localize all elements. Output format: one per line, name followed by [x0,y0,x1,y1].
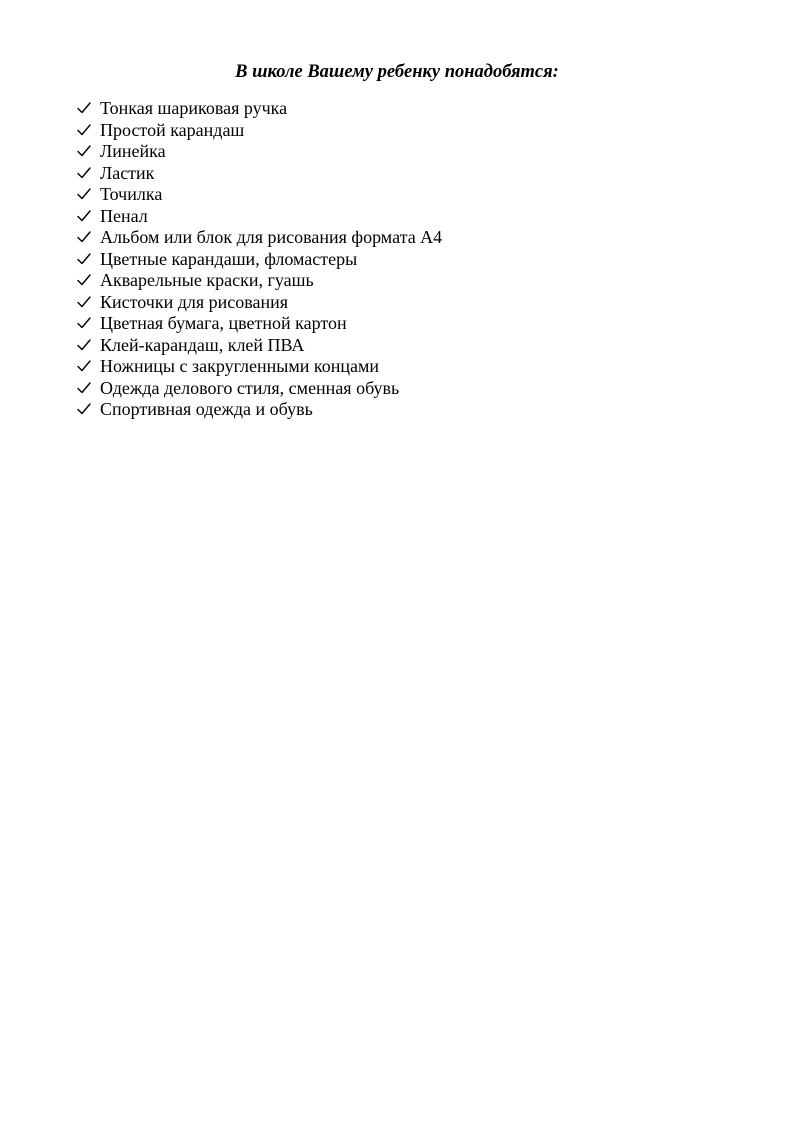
list-item [76,163,442,185]
list-item [76,270,442,292]
list-item [76,184,442,206]
list-item [76,206,442,228]
checkmark-icon [76,356,100,378]
list-item [76,313,442,335]
checkmark-icon [76,335,100,357]
checkmark-icon [76,98,100,120]
list-item-label: Спортивная одежда и обувь [100,399,313,419]
list-item-label: Цветная бумага, цветной картон [100,313,347,333]
list-item-label: Альбом или блок для рисования формата А4 [100,227,443,247]
list-item [76,356,442,378]
list-item [76,399,442,421]
list-item-label: Линейка [100,141,166,161]
supply-checklist [76,98,442,421]
list-item-label: Цветные карандаши, фломастеры [100,248,358,269]
list-item [76,227,442,249]
list-item [76,98,442,120]
checkmark-icon [76,249,100,271]
checkmark-icon [76,399,100,421]
list-item-label: Простой карандаш [100,119,245,140]
list-item [76,249,442,271]
list-item-label: Тонкая шариковая ручка [100,98,288,118]
list-item [76,141,442,163]
list-item-label: Пенал [100,205,148,226]
checkmark-icon [76,163,100,185]
checkmark-icon [76,141,100,163]
list-item [76,335,442,357]
checkmark-icon [76,313,100,335]
checkmark-icon [76,378,100,400]
list-item-label: Клей-карандаш, клей ПВА [100,334,305,355]
list-item-label: Ластик [100,162,155,183]
document-title: В школе Вашему ребенку понадобятся: [235,62,559,82]
list-item-label: Одежда делового стиля, сменная обувь [100,377,400,398]
checkmark-icon [76,184,100,206]
checkmark-icon [76,206,100,228]
list-item [76,292,442,314]
checkmark-icon [76,270,100,292]
list-item-label: Акварельные краски, гуашь [100,270,314,290]
list-item-label: Ножницы с закругленными концами [100,356,380,376]
list-item [76,378,442,400]
checkmark-icon [76,292,100,314]
checkmark-icon [76,120,100,142]
list-item-label: Точилка [100,184,163,204]
list-item [76,120,442,142]
checkmark-icon [76,227,100,249]
list-item-label: Кисточки для рисования [100,291,289,312]
